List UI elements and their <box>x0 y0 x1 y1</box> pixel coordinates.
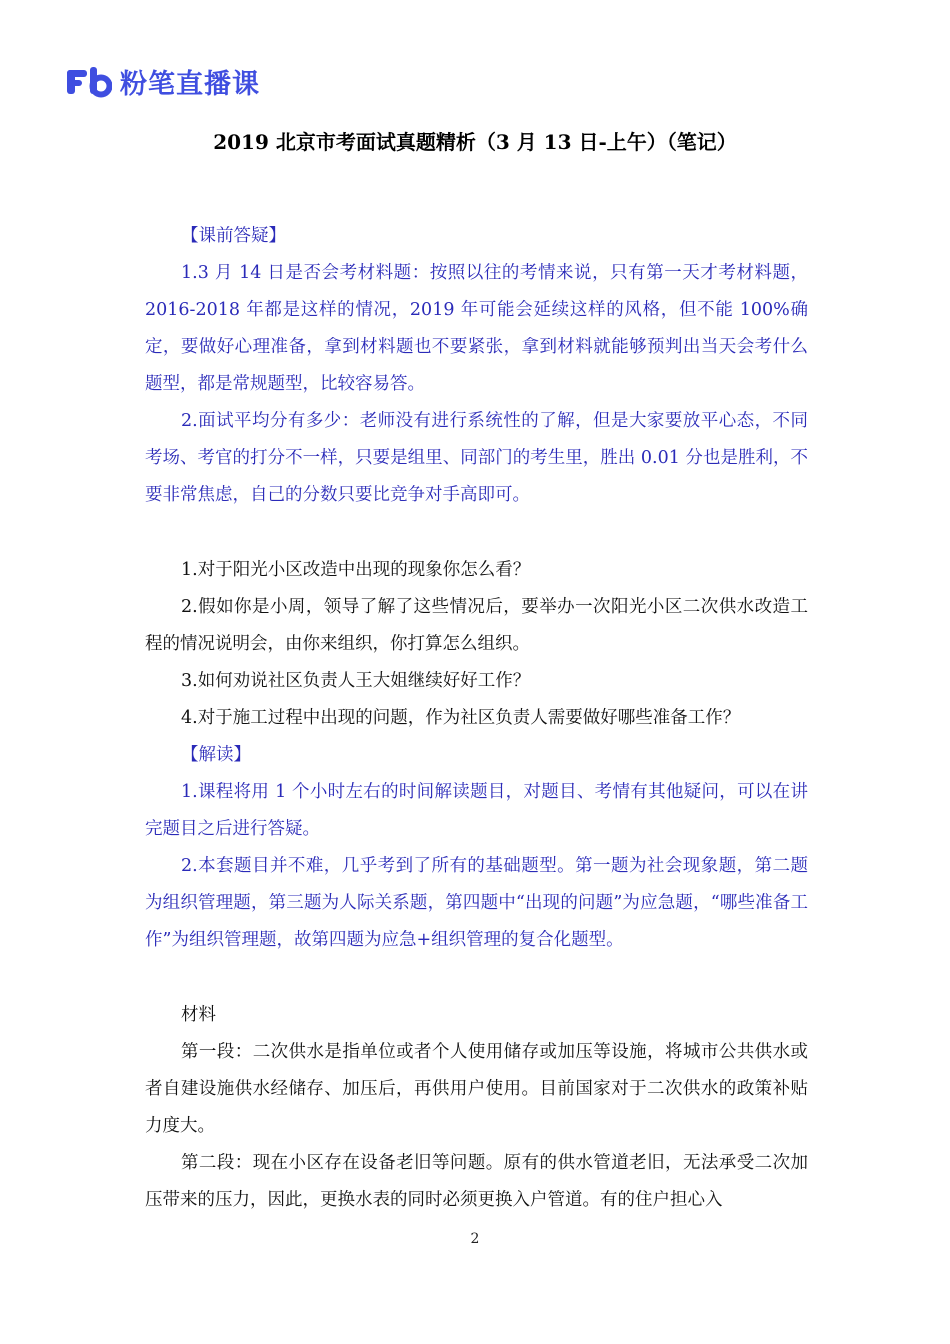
page-number: 2 <box>470 1231 480 1247</box>
qa-paragraph: 1.3 月 14 日是否会考材料题：按照以往的考情来说，只有第一天才考材料题，2016-2018 年都是这样的情况，2019 年可能会延续这样的风格，但不能 100%确定，要做好心理准备，拿到材料题也不要紧张，拿到材料就能够预判出当天会考什么题型，都是常规题型，比较容易答。 <box>145 263 808 394</box>
question-item: 1.对于阳光小区改造中出现的现象你怎么看？ <box>181 560 531 580</box>
material-paragraph: 第一段：二次供水是指单位或者个人使用储存或加压等设施，将城市公共供水或者自建设施供水经储存、加压后，再供用户使用。目前国家对于二次供水的政策补贴力度大。 <box>145 1042 808 1136</box>
document-body <box>145 218 808 1219</box>
document-title: 2019 北京市考面试真题精析（3 月 13 日-上午）（笔记） <box>213 130 737 154</box>
question-item: 2.假如你是小周，领导了解了这些情况后，要举办一次阳光小区二次供水改造工程的情况说明会，由你来组织，你打算怎么组织。 <box>145 597 808 654</box>
analysis-paragraph: 2.本套题目并不难，几乎考到了所有的基础题型。第一题为社会现象题，第二题为组织管理题，第三题为人际关系题，第四题中“出现的问题”为应急题，“哪些准备工作”为组织管理题，故第四题为应急+组织管理的复合化题型。 <box>145 856 808 950</box>
question-item: 3.如何劝说社区负责人王大姐继续好好工作？ <box>181 671 531 691</box>
analysis-paragraph: 1.课程将用 1 个小时左右的时间解读题目，对题目、考情有其他疑问，可以在讲完题目之后进行答疑。 <box>145 782 808 839</box>
material-paragraph: 第二段：现在小区存在设备老旧等问题。原有的供水管道老旧，无法承受二次加压带来的压力，因此，更换水表的同时必须更换入户管道。有的住户担心入 <box>145 1153 808 1210</box>
material-heading: 材料 <box>181 1005 216 1025</box>
fb-logo-icon <box>66 65 112 99</box>
brand-name: 粉笔直播课 <box>120 69 260 100</box>
qa-heading: 【课前答疑】 <box>181 226 286 246</box>
qa-paragraph: 2.面试平均分有多少：老师没有进行系统性的了解，但是大家要放平心态，不同考场、考官的打分不一样，只要是组里、同部门的考生里，胜出 0.01 分也是胜利，不要非常焦虑，自己的分数只要比竞争对手高即可。 <box>145 411 808 505</box>
question-item: 4.对于施工过程中出现的问题，作为社区负责人需要做好哪些准备工作？ <box>181 708 741 728</box>
brand-logo <box>66 62 260 101</box>
analysis-heading: 【解读】 <box>181 745 251 765</box>
